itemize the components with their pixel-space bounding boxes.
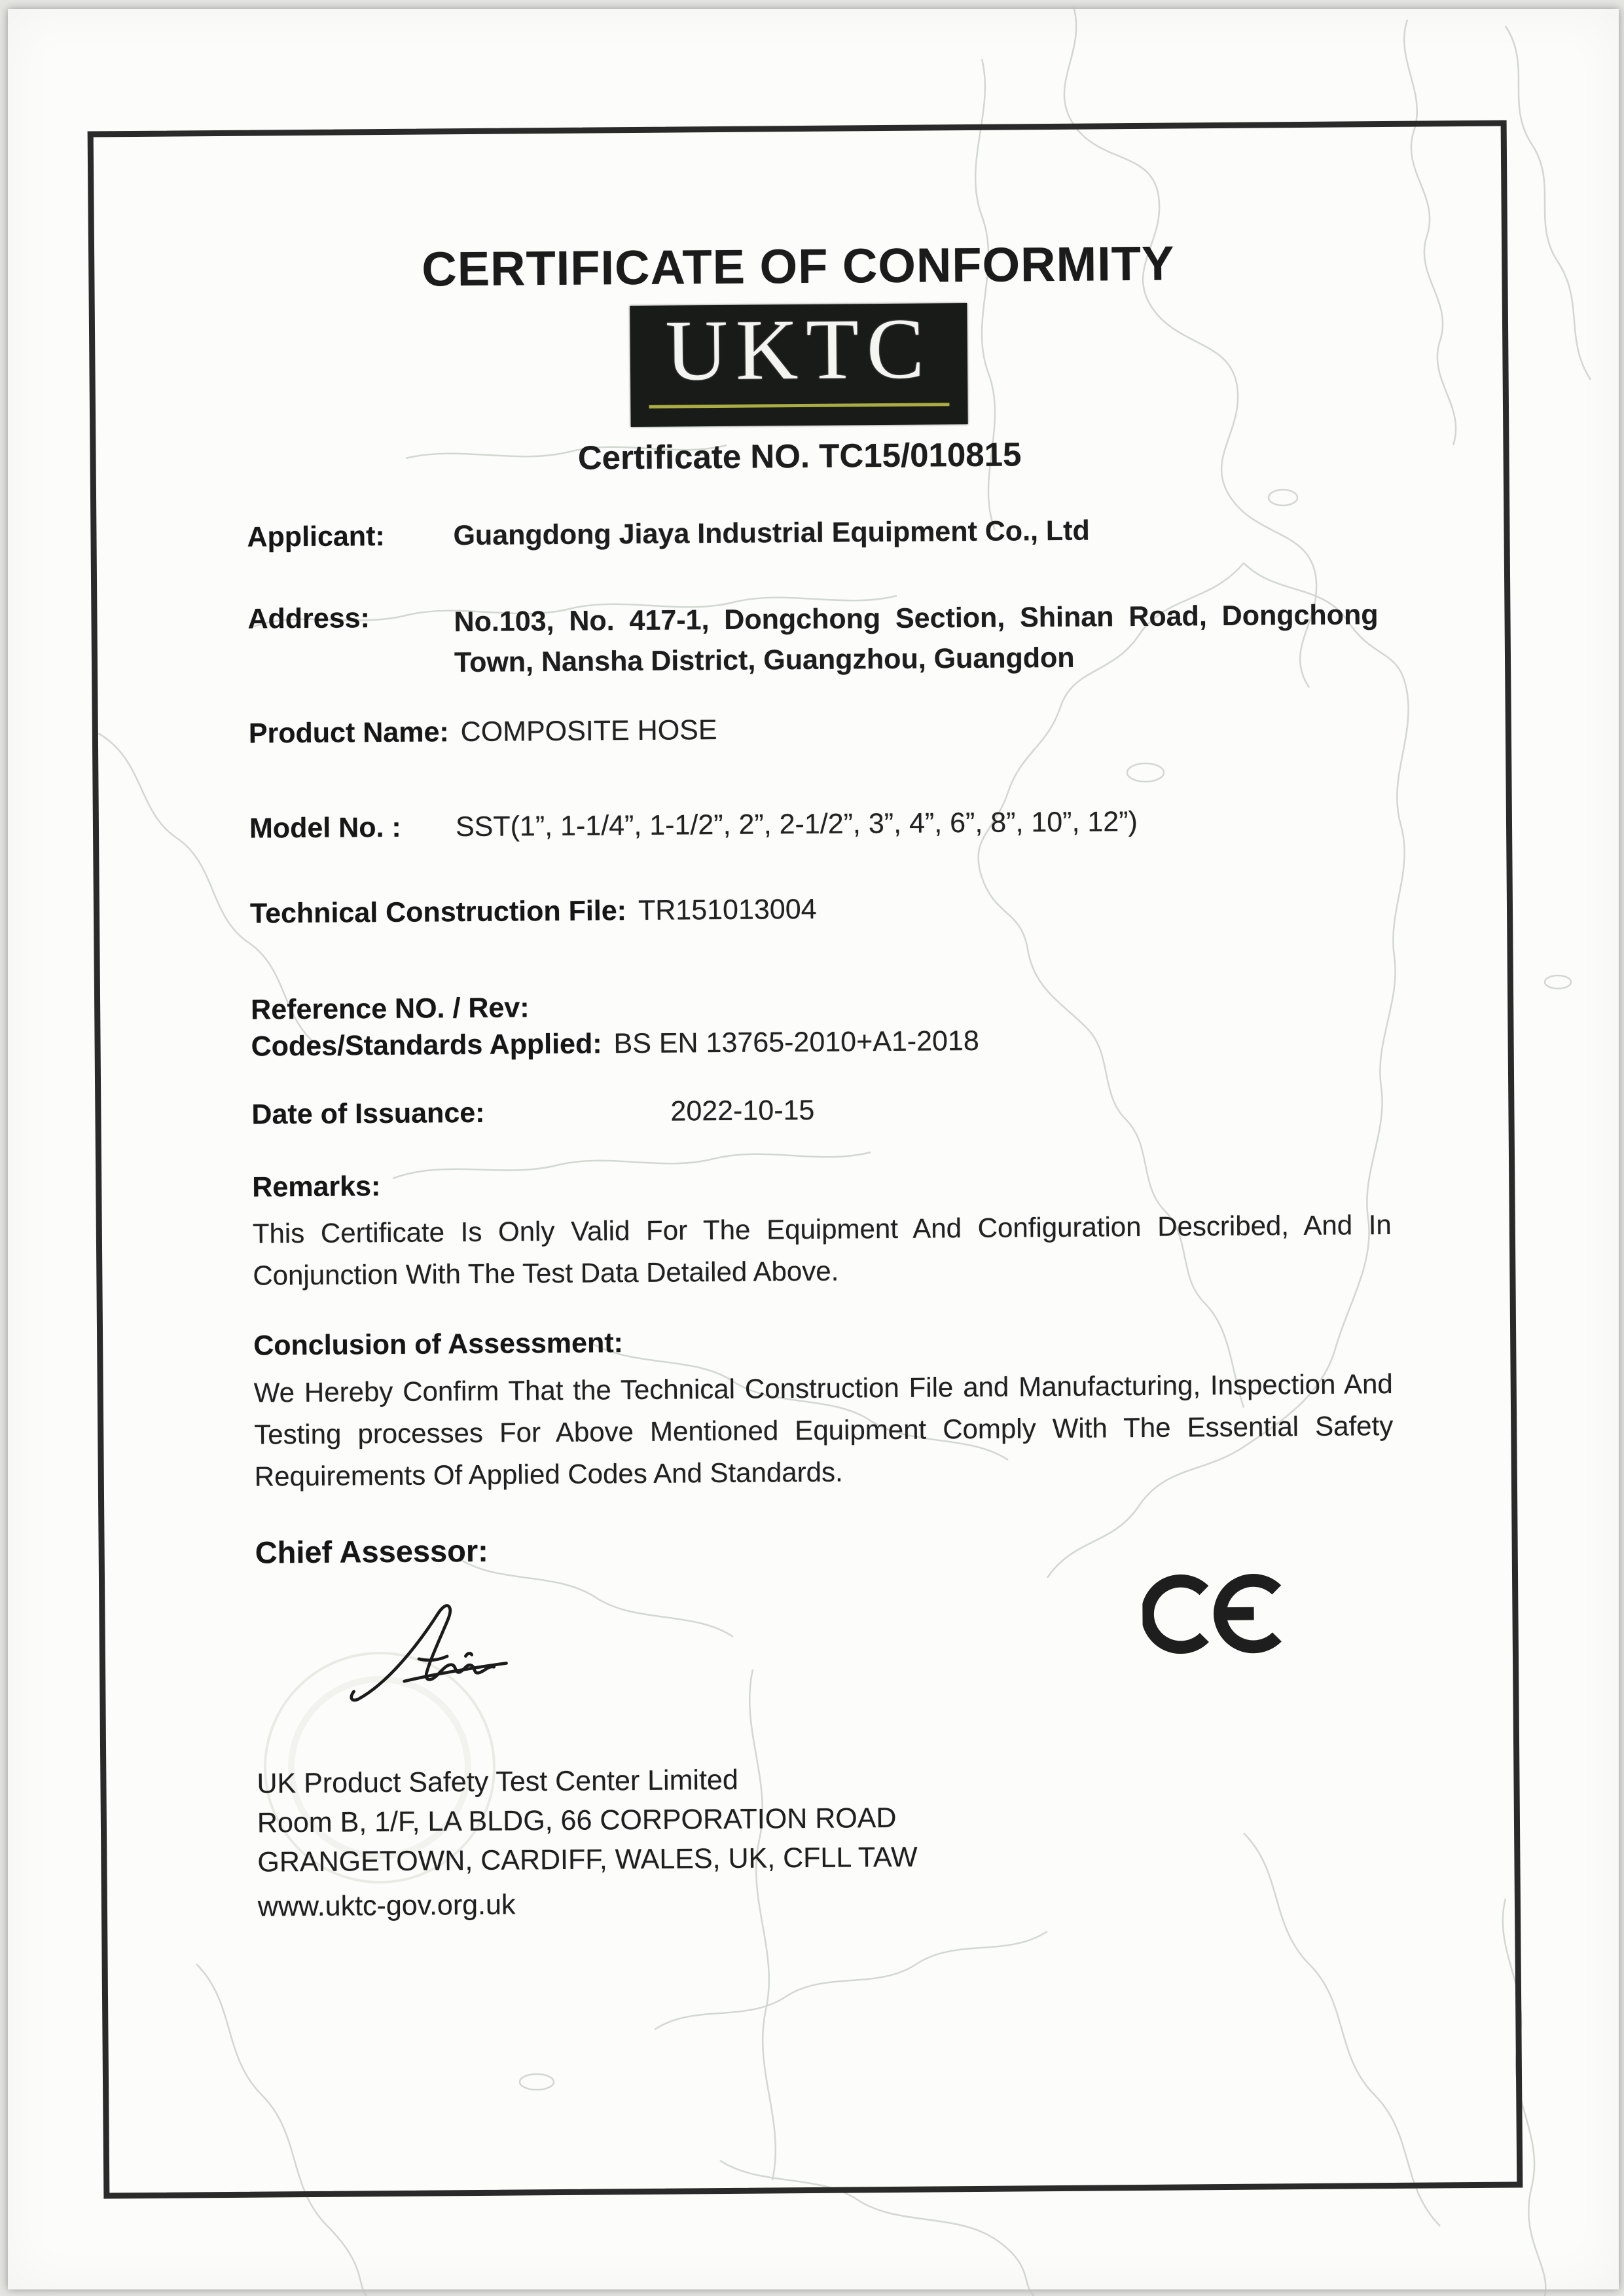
ce-mark-icon xyxy=(1142,1564,1297,1664)
model-no-label: Model No. : xyxy=(249,811,401,845)
issuer-website: www.uktc-gov.org.uk xyxy=(257,1889,516,1923)
product-name-label: Product Name: xyxy=(248,716,449,750)
applicant-row xyxy=(247,515,1090,554)
uktc-logo-text: UKTC xyxy=(665,300,933,399)
reference-label: Reference NO. / Rev: xyxy=(250,992,530,1026)
issuer-company: UK Product Safety Test Center Limited xyxy=(257,1764,738,1800)
remarks-body: This Certificate Is Only Valid For The Equipment And Configuration Described, And In Conjunction With The Test Data Detailed Above. xyxy=(252,1209,1392,1291)
technical-construction-file-value: TR151013004 xyxy=(638,893,817,926)
certificate-frame xyxy=(88,120,1523,2199)
technical-construction-file-label: Technical Construction File: xyxy=(249,895,627,930)
address-label: Address: xyxy=(247,602,370,635)
issuer-footer xyxy=(257,1759,918,1927)
signature-icon xyxy=(339,1599,518,1704)
model-no-value: SST(1”, 1-1/4”, 1-1/2”, 2”, 2-1/2”, 3”, 4”, 6”, 8”, 10”, 12”) xyxy=(455,805,1138,843)
date-of-issuance-row xyxy=(251,1094,815,1131)
certificate-number: Certificate NO. TC15/010815 xyxy=(577,435,1022,477)
issuer-address-line1: Room B, 1/F, LA BLDG, 66 CORPORATION ROAD xyxy=(257,1802,897,1839)
conclusion-body: We Hereby Confirm That the Technical Construction File and Manufacturing, Inspection And Testing processes For Above Mentioned Equipment Comply With The Essential Safety Requirements Of Applied Codes And Standards. xyxy=(253,1368,1394,1492)
codes-standards-label: Codes/Standards Applied: xyxy=(251,1028,602,1063)
page-title: CERTIFICATE OF CONFORMITY xyxy=(421,236,1175,297)
date-of-issuance-label: Date of Issuance: xyxy=(251,1097,485,1131)
chief-assessor-signature xyxy=(339,1599,518,1704)
uktc-logo-underline xyxy=(649,403,949,409)
uktc-logo xyxy=(630,300,967,427)
issuer-address-line2: GRANGETOWN, CARDIFF, WALES, UK, CFLL TAW xyxy=(257,1841,918,1878)
model-no-row xyxy=(249,805,1138,845)
applicant-label: Applicant: xyxy=(247,520,385,553)
date-of-issuance-value: 2022-10-15 xyxy=(670,1094,815,1127)
conclusion-heading: Conclusion of Assessment: xyxy=(253,1327,624,1362)
technical-construction-file-row xyxy=(250,894,817,930)
ce-mark xyxy=(1142,1564,1297,1664)
applicant-value: Guangdong Jiaya Industrial Equipment Co., Ltd xyxy=(453,515,1090,552)
reference-row xyxy=(251,992,530,1026)
codes-standards-value: BS EN 13765-2010+A1-2018 xyxy=(613,1025,979,1060)
remarks-heading: Remarks: xyxy=(252,1171,381,1203)
product-name-value: COMPOSITE HOSE xyxy=(460,714,717,748)
address-value: No.103, No. 417-1, Dongchong Section, Shinan Road, Dongchong Town, Nansha District, Guangzhou, Guangdon xyxy=(454,599,1379,679)
address-row xyxy=(247,599,1379,679)
codes-standards-row xyxy=(251,1025,979,1063)
chief-assessor-heading: Chief Assessor: xyxy=(255,1533,488,1570)
product-name-row xyxy=(249,714,717,750)
